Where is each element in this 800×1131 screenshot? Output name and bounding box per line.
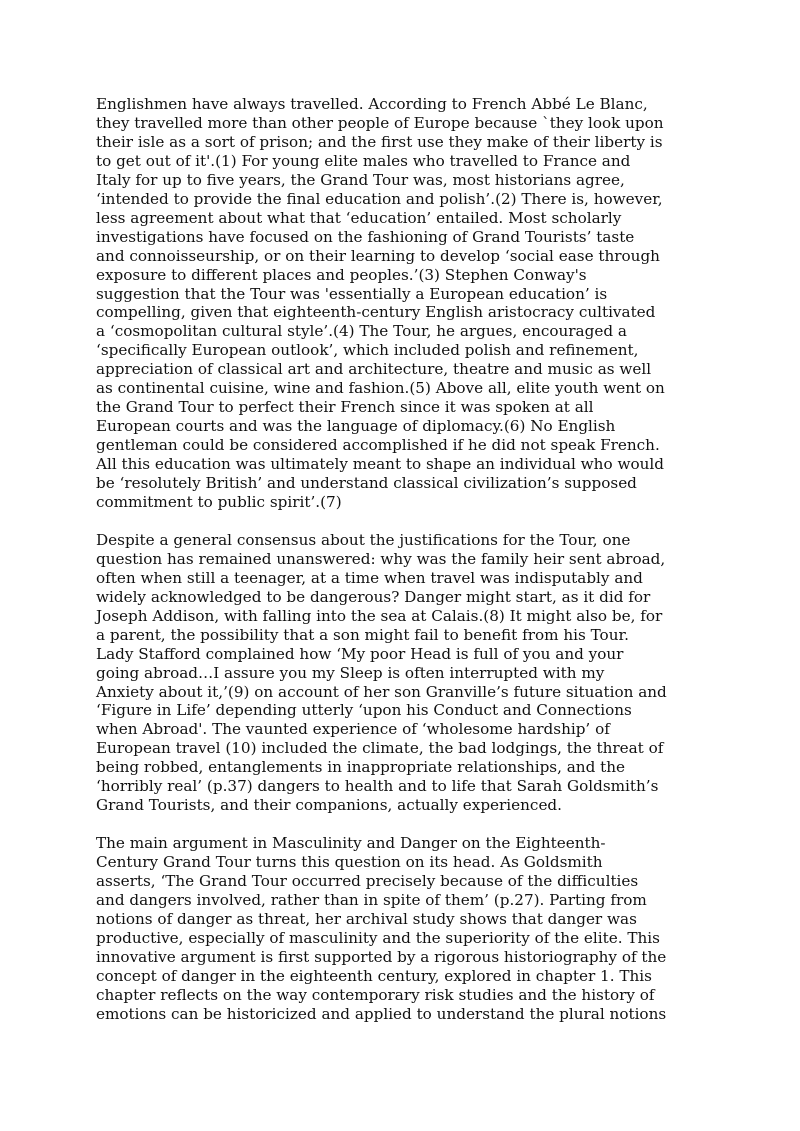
document-page — [96, 95, 708, 1043]
paragraph-1: Englishmen have always travelled. According to French Abbé Le Blanc, they travelled more than other people of Europe because `they look upon their isle as a sort of prison; and the first use they make of their liberty is to get out of it'.(1) For young elite males who travelled to France and Italy for up to five years, the Grand Tour was, most historians agree, ‘intended to provide the final education and polish’.(2) There is, however, less agreement about what that ‘education’ entailed. Most scholarly investigations have focused on the fashioning of Grand Tourists’ taste and connoisseurship, or on their learning to develop ‘social ease through exposure to different places and peoples.’(3) Stephen Conway's suggestion that the Tour was 'essentially a European education’ is compelling, given that eighteenth-century English aristocracy cultivated a ‘cosmopolitan cultural style’.(4) The Tour, he argues, encouraged a ‘specifically European outlook’, which included polish and refinement, appreciation of classical art and architecture, theatre and music as well as continental cuisine, wine and fashion.(5) Above all, elite youth went on the Grand Tour to perfect their French since it was spoken at all European courts and was the language of diplomacy.(6) No English gentleman could be considered accomplished if he did not speak French. All this education was ultimately meant to shape an individual who would be ‘resolutely British’ and understand classical civilization’s supposed commitment to public spirit’.(7) — [96, 95, 665, 512]
paragraph-2: Despite a general consensus about the justifications for the Tour, one question has remained unanswered: why was the family heir sent abroad, often when still a teenager, at a time when travel was indisputably and widely acknowledged to be dangerous? Danger might start, as it did for Joseph Addison, with falling into the sea at Calais.(8) It might also be, for a parent, the possibility that a son might fail to benefit from his Tour. Lady Stafford complained how ‘My poor Head is full of you and your going abroad…I assure you my Sleep is often interrupted with my Anxiety about it,’(9) on account of her son Granville’s future situation and ‘Figure in Life’ depending utterly ‘upon his Conduct and Connections when Abroad'. The vaunted experience of ‘wholesome hardship’ of European travel (10) included the climate, the bad lodgings, the threat of being robbed, entanglements in inappropriate relationships, and the ‘horribly real’ (p.37) dangers to health and to life that Sarah Goldsmith’s Grand Tourists, and their companions, actually experienced. — [96, 530, 667, 815]
paragraph-3: The main argument in Masculinity and Danger on the Eighteenth- Century Grand Tour turns this question on its head. As Goldsmith asserts, ‘The Grand Tour occurred precisely because of the difficulties and dangers involved, rather than in spite of them’ (p.27). Parting from notions of danger as threat, her archival study shows that danger was productive, especially of masculinity and the superiority of the elite. This innovative argument is first supported by a rigorous historiography of the concept of danger in the eighteenth century, explored in chapter 1. This chapter reflects on the way contemporary risk studies and the history of emotions can be historicized and applied to understand the plural notions — [96, 834, 667, 1023]
